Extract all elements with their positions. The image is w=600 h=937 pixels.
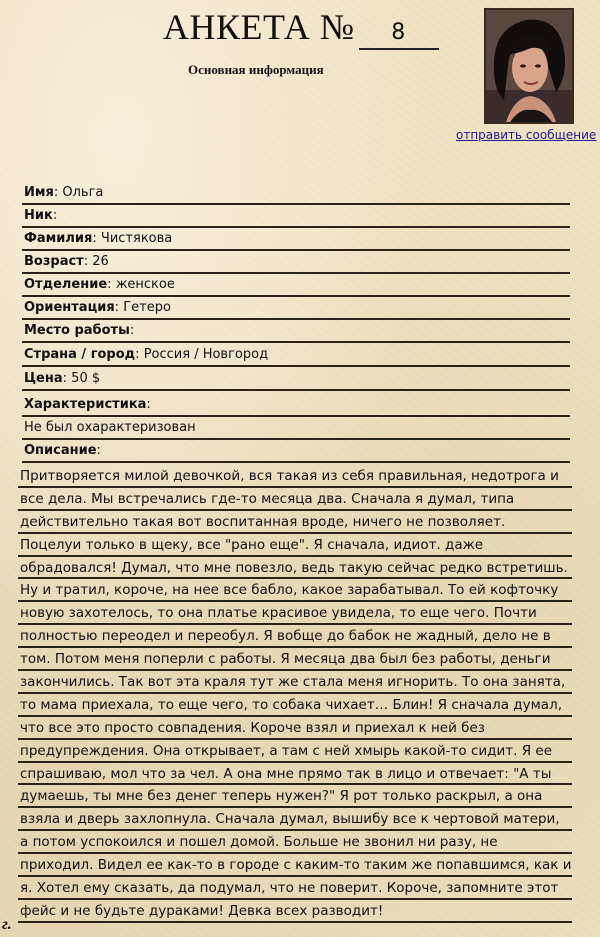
field-name: Имя: Ольга	[24, 182, 566, 204]
field-characteristic-text	[24, 417, 566, 439]
field-description: Описание:	[24, 440, 566, 462]
story-line: спрашиваю, мол что за чел. А она мне прямо так в лицо и отвечает: "А ты	[20, 763, 580, 786]
field-location-value: Россия / Новгород	[143, 347, 269, 362]
characteristic-text: Не был охарактеризован	[24, 420, 196, 435]
profile-photo	[484, 8, 574, 124]
field-department-value: женское	[115, 277, 175, 292]
field-nick: Ник:	[24, 205, 566, 227]
form-title-text: АНКЕТА №	[163, 7, 355, 47]
story-line: Поцелуи только в щеку, все "рано еще". Я сначала, идиот. даже	[20, 534, 580, 557]
story-line: закончились. Так вот эта краля тут же стала меня игнорить. То она занята,	[20, 671, 580, 694]
field-age-label: Возраст	[24, 254, 84, 269]
story-line: взяла и дверь захлопнула. Сначала думал, вышибу все к чертовой матери,	[20, 808, 580, 831]
story-line: приходил. Видел ее как-то в городе с каким-то таким же попавшимся, как и	[20, 854, 580, 877]
story-line: Притворяется милой девочкой, вся такая из себя правильная, недотрога и	[20, 465, 580, 488]
send-message-link[interactable]: отправить сообщение	[456, 128, 597, 142]
story-line: я. Хотел ему сказать, да подумал, что не поверит. Короче, запомните этот	[20, 877, 580, 900]
story-line: думаешь, ты мне без денег теперь нужен?" Я рот только раскрыл, а она	[20, 785, 580, 808]
description-text	[20, 465, 580, 923]
field-orientation-value: Гетеро	[123, 300, 171, 315]
field-orientation-label: Ориентация	[24, 300, 115, 315]
field-characteristic: Характеристика:	[24, 394, 566, 416]
field-workplace-label: Место работы	[24, 323, 130, 338]
form-number: 8	[359, 18, 439, 50]
story-line: что все это просто совпадения. Короче взял и приехал к ней без	[20, 717, 580, 740]
field-name-value: Ольга	[62, 185, 104, 200]
story-line: новую захотелось, то она платье красивое увидела, то еще чего. Почти	[20, 602, 580, 625]
field-age: Возраст: 26	[24, 251, 566, 273]
portrait-photo-icon	[486, 10, 572, 122]
field-location-label: Страна / город	[24, 347, 136, 362]
story-line: действительно такая вот воспитанная вроде, ничего не позволяет.	[20, 511, 580, 534]
field-price: Цена: 50 $	[24, 368, 566, 390]
story-line: обрадовался! Думал, что мне повезло, ведь такую сейчас редко встретишь.	[20, 557, 580, 580]
field-characteristic-label: Характеристика	[24, 397, 147, 412]
field-description-label: Описание	[24, 443, 97, 458]
field-price-label: Цена	[24, 371, 63, 386]
field-nick-label: Ник	[24, 208, 53, 223]
story-line: то мама приехала, то еще чего, то собака чихает… Блин! Я сначала думал,	[20, 694, 580, 717]
story-line: Ну и тратил, короче, на нее все бабло, какое зарабатывал. То ей кофточку	[20, 579, 580, 602]
story-line: фейс и не будьте дураками! Девка всех разводит!	[20, 900, 580, 923]
field-location: Страна / город: Россия / Новгород	[24, 344, 566, 366]
field-price-value: 50 $	[71, 371, 101, 386]
story-line: а потом успокоился и пошел домой. Больше не звонил ни разу, не	[20, 831, 580, 854]
story-line: полностью переодел и переобул. Я вобще до бабок не жадный, дело не в	[20, 625, 580, 648]
field-surname: Фамилия: Чистякова	[24, 228, 566, 250]
field-name-label: Имя	[24, 185, 54, 200]
story-line: предупреждения. Она открывает, а там с ней хмырь какой-то сидит. Я ее	[20, 740, 580, 763]
field-surname-label: Фамилия	[24, 231, 93, 246]
section-subtitle: Основная информация	[188, 62, 324, 77]
field-surname-value: Чистякова	[100, 231, 173, 246]
story-line: том. Потом меня поперли с работы. Я месяца два был без работы, деньги	[20, 648, 580, 671]
story-line: все дела. Мы встречались где-то месяца два. Сначала я думал, типа	[20, 488, 580, 511]
field-age-value: 26	[92, 254, 109, 269]
field-workplace: Место работы:	[24, 320, 566, 342]
field-department-label: Отделение	[24, 277, 108, 292]
field-orientation: Ориентация: Гетеро	[24, 297, 566, 319]
corner-mark: г.	[2, 916, 12, 933]
field-department: Отделение: женское	[24, 274, 566, 296]
form-title	[163, 6, 439, 50]
